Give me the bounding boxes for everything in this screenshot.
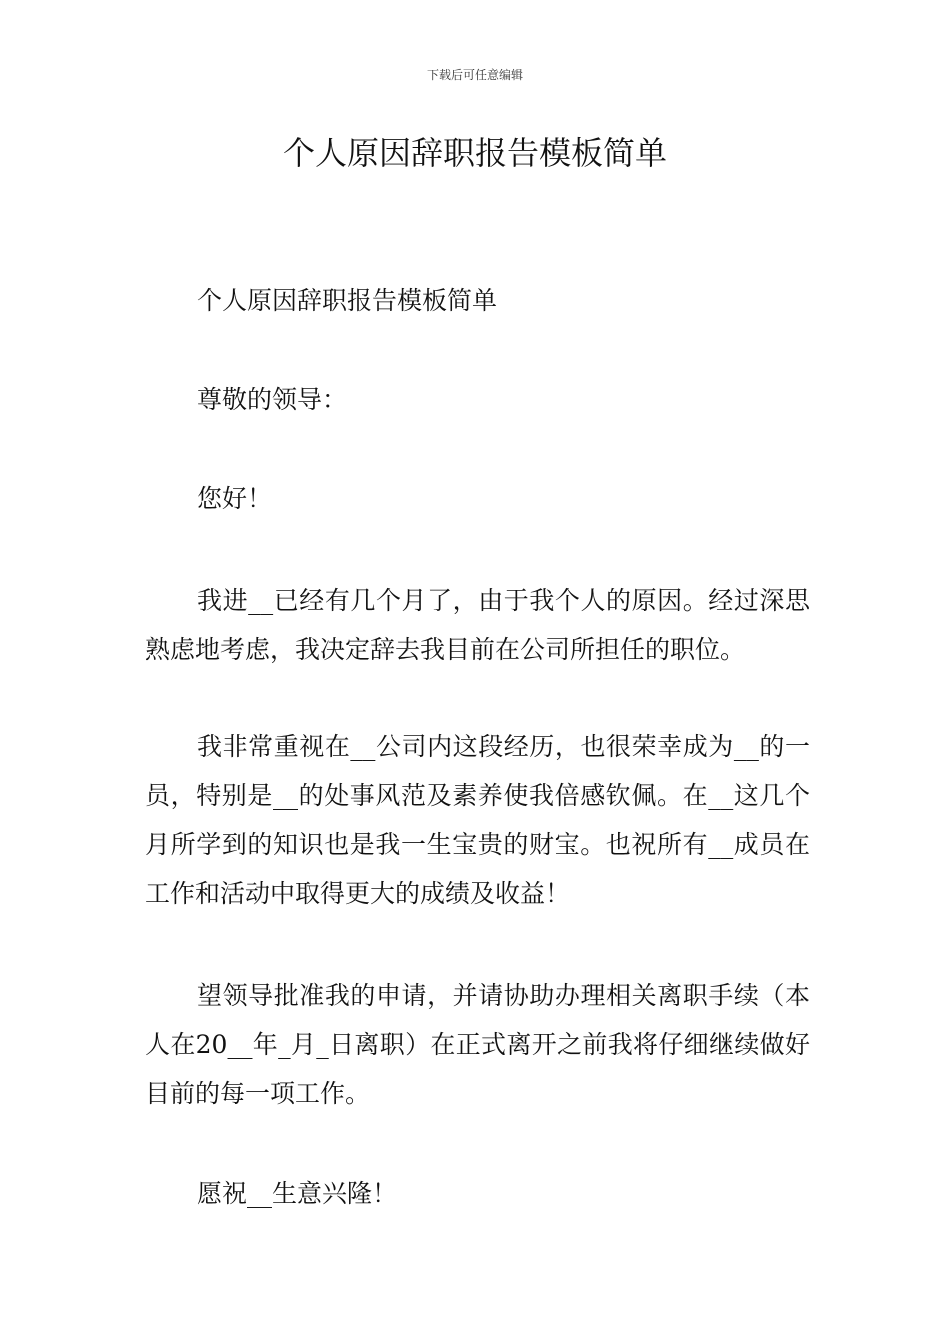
document-title: 个人原因辞职报告模板简单: [282, 134, 667, 172]
hello-paragraph: 您好！: [197, 484, 273, 513]
greeting-paragraph: 尊敬的领导：: [197, 385, 348, 414]
body-paragraph-2: 我非常重视在__公司内这段经历，也很荣幸成为__的一员，特别是__的处事风范及素养使我倍感钦佩。在__这几个月所学到的知识也是我一生宝贵的财宝。也祝所有__成员在工作和活动中取得更大的成绩及收益！: [145, 732, 810, 908]
subtitle-paragraph: 个人原因辞职报告模板简单: [197, 286, 498, 315]
body-paragraph-1: 我进__已经有几个月了，由于我个人的原因。经过深思熟虑地考虑，我决定辞去我目前在公司所担任的职位。: [145, 586, 810, 664]
header-note: 下载后可任意编辑: [426, 68, 523, 82]
body-paragraph-3: 望领导批准我的申请，并请协助办理相关离职手续（本人在20__年_月_日离职）在正式离开之前我将仔细继续做好目前的每一项工作。: [145, 981, 810, 1108]
closing-wish-paragraph: 愿祝__生意兴隆！: [197, 1179, 398, 1208]
